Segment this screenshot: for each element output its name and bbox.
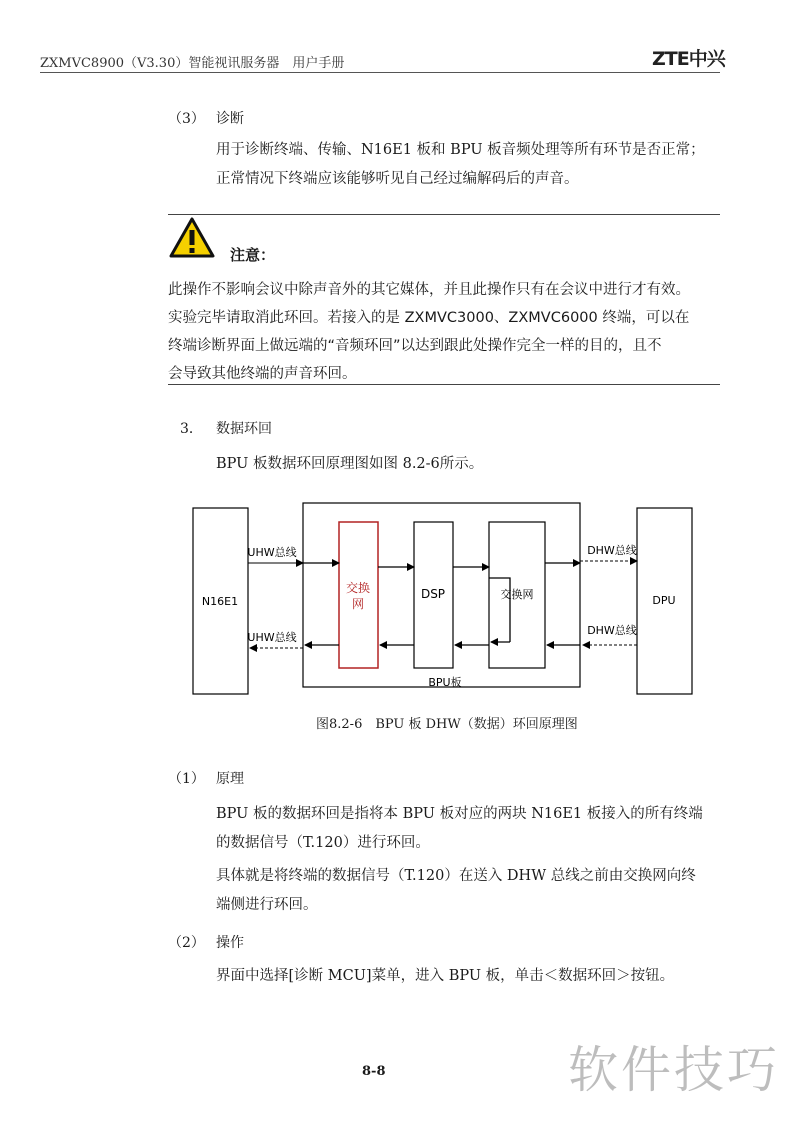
paragraph-line: 用于诊断终端、传输、N16E1 板和 BPU 板音频处理等所有环节是否正常； [216,142,705,158]
switch-label: 交换网 [500,588,534,601]
dhw-top-label: DHW总线 [587,544,637,557]
watermark: 软件技巧 [568,1041,780,1099]
switch-red-box [339,522,378,668]
figure-caption: 图8.2-6 BPU 板 DHW（数据）环回原理图 [316,717,578,732]
section-title: 数据环回 [216,421,272,437]
uhw-bottom-label: UHW总线 [247,631,297,644]
note-line: 会导致其他终端的声音环回。 [168,366,357,382]
switch-red-label: 交换 [345,581,371,595]
figure-intro: BPU 板数据环回原理图如图 8.2-6所示。 [216,456,484,472]
section-title: 原理 [216,771,244,787]
paragraph-line: 正常情况下终端应该能够听见自己经过编解码后的声音。 [216,171,579,187]
dhw-bottom-label: DHW总线 [587,624,637,637]
note-line: 实验完毕请取消此环回。若接入的是 ZXMVC3000、ZXMVC6000 终端，可以在 [168,310,690,326]
note-line: 此操作不影响会议中除声音外的其它媒体，并且此操作只有在会议中进行才有效。 [168,282,690,298]
paragraph-line: BPU 板的数据环回是指将本 BPU 板对应的两块 N16E1 板接入的所有终端 [216,806,703,822]
section-number: （1） [168,771,205,787]
note-title: 注意： [230,246,276,264]
header-title: ZXMVC8900（V3.30）智能视讯服务器 用户手册 [40,56,345,71]
section-number: 3． [180,421,203,437]
paragraph-line: 具体就是将终端的数据信号（T.120）在送入 DHW 总线之前由交换网向终 [216,868,696,884]
note-line: 终端诊断界面上做远端的“音频环回”以达到跟此处操作完全一样的目的，且不 [168,338,662,354]
section-number: （2） [168,935,205,951]
section-number: （3） [168,111,205,127]
section-title: 操作 [216,935,244,951]
paragraph-line: 端侧进行环回。 [216,897,318,913]
dsp-label: DSP [420,587,446,601]
dpu-label: DPU [652,594,676,607]
n16e1-label: N16E1 [201,595,239,608]
bpu-label: BPU板 [428,676,462,689]
paragraph-line: 界面中选择[诊断 MCU]菜单，进入 BPU 板，单击＜数据环回＞按钮。 [216,968,675,984]
page-number: 8-8 [362,1064,386,1079]
section-title: 诊断 [216,111,244,127]
switch-red-label: 网 [351,597,365,611]
uhw-top-label: UHW总线 [247,546,297,559]
zte-logo: ZTE中兴 [652,48,725,70]
paragraph-line: 的数据信号（T.120）进行环回。 [216,835,430,851]
